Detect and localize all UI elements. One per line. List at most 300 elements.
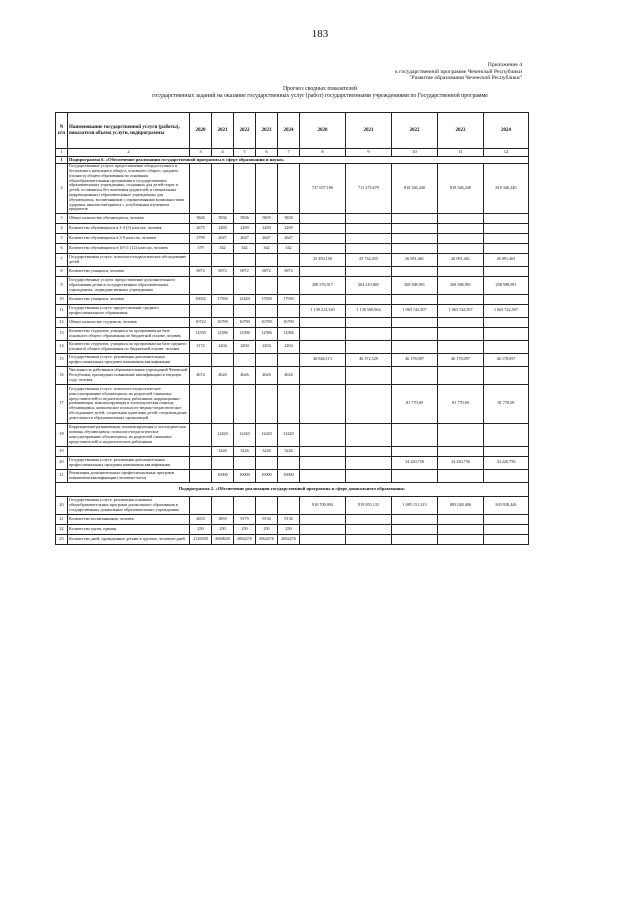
finance-cell: 46 178,097 [392,353,438,366]
appendix-line: Приложение 4 [487,62,522,68]
row-name: Коррекционно-развивающая, компенсирующая и логопедическая помощь обучающимся; психолого-педагогическое консультирование обучающихся, их родителей (законных представителей) и педагогических работников [68,423,190,446]
table-row [56,384,529,423]
volume-cell [234,304,256,317]
volume-cell: 4626 [256,366,278,384]
table-row [56,223,529,233]
volume-cell: 2204 [256,340,278,353]
finance-cell: 883 028,406 [438,496,484,514]
row-number: 6 [56,243,68,253]
volume-cell [278,456,300,469]
row-name: Количество воспитанников, человек [68,514,190,524]
finance-cell: 208 588,991 [484,276,529,294]
row-name: Количество учащихся, человек [68,266,190,276]
finance-cell [300,524,346,534]
volume-cell: 12420 [212,423,234,446]
finance-cell [438,446,484,456]
finance-cell [392,340,438,353]
row-name: Количество обучающихся в 10-11 (12) классах, человек [68,243,190,253]
row-number: 14 [56,340,68,353]
volume-cell: 5836 [234,213,256,223]
finance-cell [346,294,392,304]
volume-cell: 10032 [190,294,212,304]
row-number: 3 [56,213,68,223]
row-number: 12 [56,317,68,327]
volume-cell: 2655 [190,514,212,524]
volume-cell: 2799 [190,233,212,243]
volume-cell [212,456,234,469]
finance-cell [300,327,346,340]
document-title [70,86,570,100]
volume-cell [278,353,300,366]
finance-cell: 25 450,150 [300,253,346,266]
table-header-row [56,113,529,149]
column-number-row [56,149,529,157]
finance-cell [438,243,484,253]
volume-cell: 250 [212,524,234,534]
volume-cell [212,304,234,317]
volume-cell: 6972 [212,266,234,276]
table-row [56,304,529,317]
volume-cell: 12586 [212,327,234,340]
col-number: 6 [256,149,278,157]
header-year: 2024 [278,113,300,149]
header-year: 2022 [234,113,256,149]
table-row [56,340,529,353]
finance-cell [484,524,529,534]
volume-cell: 2675 [190,223,212,233]
finance-cell: 1 085 151,313 [392,496,438,514]
row-number: 21 [56,469,68,482]
finance-cell [300,340,346,353]
volume-cell: 250 [190,524,212,534]
volume-cell: 250 [278,524,300,534]
finance-cell [346,266,392,276]
finance-cell [300,456,346,469]
finance-cell [346,384,392,423]
table-row [56,317,529,327]
table-row [56,213,529,223]
finance-cell [300,213,346,223]
finance-cell: 46 846,113 [300,353,346,366]
volume-cell [212,163,234,213]
finance-cell: 1 138 560,964 [346,304,392,317]
finance-cell [484,294,529,304]
finance-cell [438,233,484,243]
volume-cell: 3172 [190,340,212,353]
finance-cell [346,213,392,223]
table-row [56,423,529,446]
volume-cell: 12420 [234,294,256,304]
finance-cell: 1 063 742,507 [438,304,484,317]
volume-cell [190,384,212,423]
volume-cell: 12586 [278,327,300,340]
header-year: 2020 [190,113,212,149]
finance-cell [438,294,484,304]
volume-cell: 3226 [212,446,234,456]
volume-cell: 2068620 [212,534,234,544]
volume-cell: 2269 [212,223,234,233]
volume-cell: 4626 [234,366,256,384]
row-number: 23 [56,534,68,544]
finance-cell [438,317,484,327]
volume-cell: 2269 [234,223,256,233]
finance-cell [392,223,438,233]
table-row [56,294,529,304]
finance-cell [484,340,529,353]
volume-cell: 12420 [278,423,300,446]
finance-cell [346,423,392,446]
finance-cell [346,317,392,327]
header-year: 2021 [212,113,234,149]
finance-cell [346,223,392,233]
finance-cell [438,327,484,340]
row-number: 8 [56,266,68,276]
volume-cell: 12586 [234,327,256,340]
volume-cell: 10000 [234,469,256,482]
finance-cell: 1 139 212,320 [300,304,346,317]
volume-cell: 342 [278,243,300,253]
row-number: 5 [56,233,68,243]
col-number: 10 [392,149,438,157]
finance-cell: 26 091,461 [438,253,484,266]
finance-cell [392,469,438,482]
table-row [56,469,529,482]
volume-cell: 6972 [190,266,212,276]
row-name: Реализация дополнительных профессиональных программ повышения квалификации (человеко-часы) [68,469,190,482]
finance-cell [392,423,438,446]
col-number: 11 [438,149,484,157]
finance-cell [300,423,346,446]
finance-cell [484,243,529,253]
table-row [56,253,529,266]
volume-cell [190,496,212,514]
row-number: 22 [56,524,68,534]
finance-cell [392,243,438,253]
finance-cell: 843 938,446 [484,496,529,514]
row-name: Государственная услуга: предоставление среднего профессионального образования [68,304,190,317]
volume-cell: 10000 [278,469,300,482]
volume-cell [212,276,234,294]
volume-cell: 4626 [278,366,300,384]
finance-cell [392,213,438,223]
finance-cell: 818 346,240 [484,163,529,213]
volume-cell: 2269 [278,223,300,233]
volume-cell: 3893 [212,514,234,524]
volume-cell: 2269 [256,223,278,233]
header-year: 2023 [438,113,484,149]
volume-cell: 2647 [278,233,300,243]
header-year: 2021 [346,113,392,149]
volume-cell [234,496,256,514]
header-year: 2020 [300,113,346,149]
finance-cell [484,514,529,524]
finance-cell [300,243,346,253]
volume-cell [256,456,278,469]
volume-cell: 12420 [256,423,278,446]
finance-cell [438,223,484,233]
finance-cell: 26 091,461 [392,253,438,266]
finance-cell [484,223,529,233]
row-name: Количество студентов, учащихся по программам на базе основного общего образования по бюджетной основе, человек [68,327,190,340]
header-year: 2024 [484,113,529,149]
volume-cell: 9179 [234,514,256,524]
col-number: 8 [300,149,346,157]
col-number: 1 [56,149,68,157]
volume-cell: 5846 [190,213,212,223]
volume-cell: 5830 [278,213,300,223]
volume-cell [234,456,256,469]
volume-cell [256,496,278,514]
volume-cell: 2647 [212,233,234,243]
subprogram-label: Подпрограмма 2. «Обеспечение реализации государственной программы в сфере дошкольного образования» [56,482,529,496]
volume-cell [212,384,234,423]
volume-cell [256,253,278,266]
row-number: 13 [56,327,68,340]
col-number: 3 [190,149,212,157]
row-name: Государственные услуги: предоставление общедоступного и бесплатного начального общего, основного общего, среднего (полного) общего образования по основным общеобразовательным программам в государственных образовательных учреждениях, созданных для детей-сирот и детей, оставшихся без попечения родителей; в специальных (коррекционных) образовательных учреждениях для обучающихся, воспитанников с ограниченными возможностями здоровья, школах-интернатах с углубленным изучением предметов [68,163,190,213]
finance-cell: 1 063 742,507 [484,304,529,317]
volume-cell: 17930 [278,294,300,304]
volume-cell [256,353,278,366]
col-number: 5 [234,149,256,157]
table-row [56,233,529,243]
volume-cell: 342 [256,243,278,253]
volume-cell [256,163,278,213]
finance-cell [392,233,438,243]
row-number: 18 [56,423,68,446]
finance-cell [392,366,438,384]
volume-cell: 342 [234,243,256,253]
appendix-line: "Развитие образования Чеченской Республики" [409,75,522,82]
volume-cell [256,276,278,294]
volume-cell: 10000 [256,469,278,482]
volume-cell: 6972 [234,266,256,276]
volume-cell [212,496,234,514]
volume-cell: 250 [256,524,278,534]
finance-cell: 818 346,240 [392,163,438,213]
volume-cell [190,353,212,366]
subprogram-label: Подпрограмма 6. «Обеспечение реализации государственной программы в сфере образования и науки» [68,157,529,164]
table-row [56,366,529,384]
finance-cell: 208 576,917 [300,276,346,294]
finance-cell [300,294,346,304]
col-number: 12 [484,149,529,157]
volume-cell [190,304,212,317]
volume-cell [234,163,256,213]
finance-cell [438,469,484,482]
volume-cell [278,496,300,514]
row-name: Общее количество студентов, человек [68,317,190,327]
finance-cell [438,514,484,524]
finance-cell: 46 178,097 [438,353,484,366]
volume-cell [278,253,300,266]
volume-cell [190,423,212,446]
volume-cell: 6972 [256,266,278,276]
finance-cell: 46 572,529 [346,353,392,366]
finance-cell [438,524,484,534]
finance-cell [392,327,438,340]
volume-cell: 2204 [278,340,300,353]
finance-cell [300,266,346,276]
row-name [68,446,190,456]
finance-cell [392,266,438,276]
finance-cell [346,327,392,340]
finance-cell: 208 588,991 [392,276,438,294]
finance-cell [438,340,484,353]
finance-cell [484,213,529,223]
volume-cell [190,276,212,294]
volume-cell: 2062476 [234,534,256,544]
row-number: 21 [56,514,68,524]
col-number: 4 [212,149,234,157]
finance-cell [438,366,484,384]
table-row [56,456,529,469]
finance-cell: 26 091,461 [484,253,529,266]
row-number: 4 [56,223,68,233]
volume-cell [212,253,234,266]
finance-cell [392,534,438,544]
finance-cell [392,317,438,327]
finance-cell [484,423,529,446]
subprogram-row [56,157,529,164]
col-number: 9 [346,149,392,157]
col-number: 2 [68,149,190,157]
volume-cell [278,276,300,294]
volume-cell [234,353,256,366]
volume-cell: 2062476 [256,534,278,544]
volume-cell: 342 [212,243,234,253]
finance-cell [484,233,529,243]
row-name: Количество групп, единиц [68,524,190,534]
finance-cell [484,366,529,384]
finance-cell [300,514,346,524]
volume-cell: 17830 [256,294,278,304]
volume-cell [256,384,278,423]
row-name: Численность работников образовательных учреждений Чеченской Республики, прошедших повышение квалификации в текущем году, человек [68,366,190,384]
table-row [56,327,529,340]
finance-cell [346,233,392,243]
row-number: 20 [56,496,68,514]
volume-cell [234,253,256,266]
table-row [56,524,529,534]
volume-cell: 3226 [256,446,278,456]
title-line: государственных заданий на оказание государственных услуг (работ) государственными учреждениями по Государственной программе [152,93,488,99]
row-name: Государственная услуга: психолого-педагогическое консультирование обучающихся, их родителей (законных представителей) и педагогических работников; коррекционно-развивающая, компенсирующая и логопедическая помощь обучающимся; комплексное психолого-медико-педагогическое обследование детей; социальная адаптация детей; сопровождение деятельности образовательных организаций [68,384,190,423]
appendix-line: к государственной программе Чеченской Республики [395,68,522,75]
row-name: Количество дней, проведенных детьми в группах, человеко-дней [68,534,190,544]
header-year: 2022 [392,113,438,149]
volume-cell: 12586 [256,327,278,340]
header-year: 2023 [256,113,278,149]
volume-cell: 2647 [234,233,256,243]
row-number: 19 [56,446,68,456]
header-name: Наименование государственной услуги (работы), показателя объема услуги, подпрограммы [68,113,190,149]
header-num: N п/п [56,113,68,149]
row-name: Государственные услуги: предоставление дополнительного образования детям в государственных образовательных учреждениях, подведомственных учреждениях [68,276,190,294]
finance-cell: 208 588,991 [438,276,484,294]
finance-cell [392,294,438,304]
finance-cell [484,534,529,544]
volume-cell [278,384,300,423]
finance-cell [346,469,392,482]
volume-cell: 9136 [278,514,300,524]
volume-cell [190,446,212,456]
finance-cell [346,524,392,534]
finance-cell [300,534,346,544]
volume-cell: 16790 [212,317,234,327]
volume-cell: 16790 [278,317,300,327]
volume-cell: 379 [190,243,212,253]
finance-cell [438,213,484,223]
finance-cell: 1 063 742,507 [392,304,438,317]
row-number: 11 [56,304,68,317]
volume-cell: 16790 [256,317,278,327]
volume-cell [212,353,234,366]
volume-cell: 3226 [234,446,256,456]
finance-cell [438,423,484,446]
volume-cell: 250 [234,524,256,534]
table-row [56,163,529,213]
finance-cell: 34 220,756 [392,456,438,469]
finance-cell [346,243,392,253]
subprogram-num: 1 [56,157,68,164]
table-row [56,243,529,253]
volume-cell: 5836 [212,213,234,223]
volume-cell: 5839 [256,213,278,223]
finance-cell [346,514,392,524]
finance-cell [392,524,438,534]
table-row [56,534,529,544]
volume-cell: 2126500 [190,534,212,544]
finance-cell: 81 770,69 [438,384,484,423]
finance-cell [346,446,392,456]
finance-cell [484,469,529,482]
finance-cell [300,384,346,423]
table-row [56,496,529,514]
row-name: Государственная услуга: реализация дополнительных профессиональных программ повышения квалификации [68,456,190,469]
volume-cell [190,163,212,213]
finance-cell [392,446,438,456]
finance-cell: 34 220,756 [484,456,529,469]
finance-cell [300,317,346,327]
volume-cell: 4626 [212,366,234,384]
indicators-table [55,112,529,545]
row-number: 17 [56,384,68,423]
volume-cell: 3226 [278,446,300,456]
table-row [56,266,529,276]
table-row [56,276,529,294]
finance-cell [484,266,529,276]
volume-cell: 10722 [190,317,212,327]
finance-cell: 727 657,180 [300,163,346,213]
row-name: Количество учащихся, человек [68,294,190,304]
finance-cell: 919 955,133 [346,496,392,514]
finance-cell [300,233,346,243]
volume-cell [190,253,212,266]
finance-cell [300,469,346,482]
finance-cell [300,366,346,384]
volume-cell: 6972 [278,266,300,276]
col-number: 7 [278,149,300,157]
table-row [56,446,529,456]
row-name: Количество студентов, учащихся по программам на базе среднего (полного) общего образования по бюджетной основе, человек [68,340,190,353]
row-number: 2 [56,163,68,213]
row-number: 15 [56,353,68,366]
row-name: Государственная услуга: реализация основных общеобразовательных программ дошкольного образования в государственных дошкольных образовательных учреждениях [68,496,190,514]
row-number: 16 [56,366,68,384]
volume-cell: 12550 [190,327,212,340]
finance-cell [484,446,529,456]
